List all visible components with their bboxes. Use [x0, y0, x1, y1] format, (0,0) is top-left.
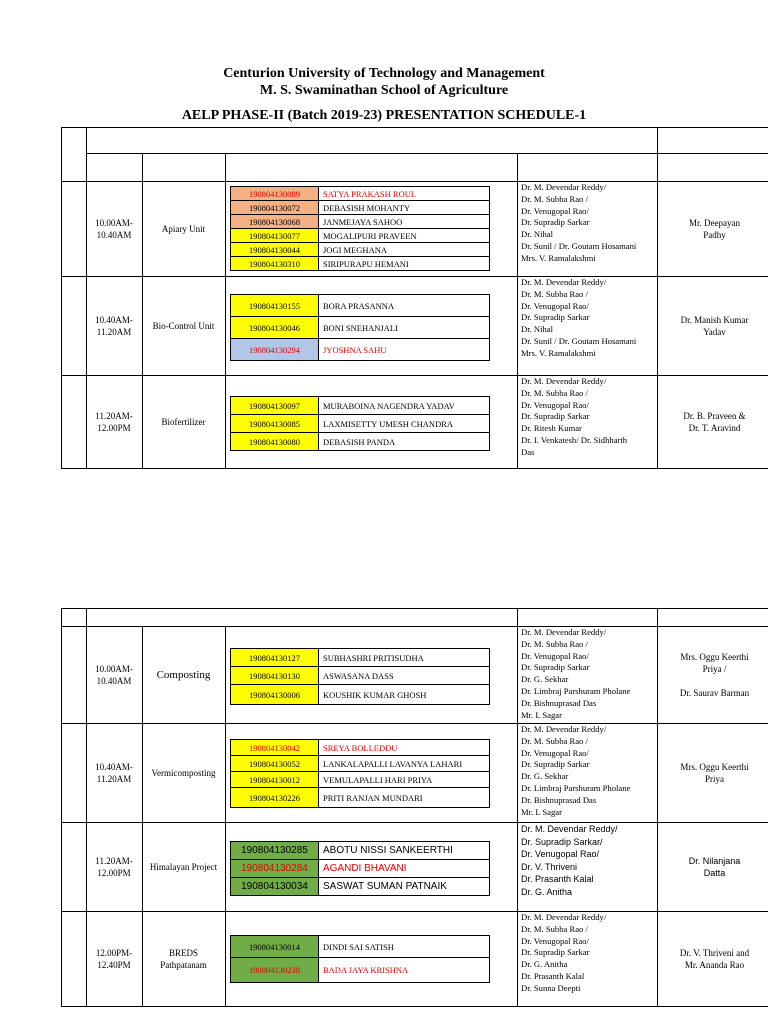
- registration-number: 190804130127: [231, 649, 319, 666]
- external-evaluators: [521, 912, 606, 995]
- evaluator-name: Dr. M. Devendar Reddy/: [521, 912, 607, 922]
- time-slot: 10.40AM- 11.20AM: [95, 314, 133, 337]
- column-header-time: [86, 153, 142, 181]
- guide-name: Dr. Manish Kumar Yadav: [680, 314, 749, 337]
- external-evaluators: [521, 277, 636, 360]
- evaluator-name: Dr. Venugopal Rao/: [521, 935, 589, 946]
- student-row: [231, 740, 489, 756]
- registration-list: [230, 841, 490, 896]
- column-header-sl: [61, 153, 86, 181]
- registration-list: [230, 186, 490, 271]
- evaluator-name: Dr. M. Devendar Reddy/: [521, 277, 607, 287]
- student-row: [231, 215, 489, 229]
- student-row: [231, 339, 489, 361]
- external-evaluators: [521, 376, 627, 459]
- evaluator-name: Dr. G. Sekhar: [521, 771, 569, 782]
- time-slot: 11.20AM- 12.00PM: [95, 855, 133, 878]
- evaluator-name: Dr. Prasanth Kalal: [521, 970, 585, 981]
- time-slot: 10.00AM- 10.40AM: [95, 217, 133, 240]
- student-name: AGANDI BHAVANI: [323, 863, 407, 874]
- unit-name: Apiary Unit: [161, 223, 206, 234]
- student-row: [231, 860, 489, 878]
- registration-number: 190804130072: [231, 201, 319, 214]
- unit-name: Bio-Control Unit: [152, 320, 215, 331]
- student-name: LAXMISETTY UMESH CHANDRA: [323, 418, 454, 429]
- evaluator-name: Dr. Venugopal Rao/: [521, 205, 589, 216]
- evaluator-name: Das: [521, 446, 535, 457]
- evaluator-name: Dr. M. Subba Rao /: [521, 638, 588, 649]
- evaluator-name: Dr. Supradip Sarkar/: [521, 836, 603, 847]
- student-row: [231, 201, 489, 215]
- evaluator-name: Dr. Venugopal Rao/: [521, 399, 589, 410]
- date-heading: [86, 608, 517, 626]
- evaluator-name: Dr. Supradip Sarkar: [521, 411, 590, 422]
- registration-number: 190804130310: [231, 257, 319, 270]
- serial-number: [61, 181, 86, 276]
- student-name: JYOSHNA SAHU: [323, 344, 387, 355]
- grid-vline: [517, 608, 518, 626]
- registration-list: [230, 935, 490, 983]
- evaluator-name: Mr. L Sagar: [521, 709, 562, 720]
- student-name: KOUSHIK KUMAR GHOSH: [323, 689, 427, 700]
- university-name: Centurion University of Technology and Management: [223, 66, 545, 81]
- registration-number: 190804130012: [231, 772, 319, 787]
- registration-number: 190804130089: [231, 187, 319, 200]
- external-evaluators: [521, 724, 630, 818]
- student-row: [231, 936, 489, 958]
- guide-name: Dr. B. Praveen & Dr. T. Aravind: [683, 410, 746, 433]
- unit-name: BREDS Pathpatanam: [160, 947, 207, 970]
- student-name: LANKALAPALLI LAVANYA LAHARI: [323, 758, 463, 769]
- student-row: [231, 397, 489, 415]
- grid-hline: [61, 1006, 768, 1007]
- evaluator-name: Dr. Supradip Sarkar: [521, 662, 590, 673]
- serial-number: [61, 626, 86, 723]
- grid-vline: [225, 153, 226, 469]
- student-row: [231, 415, 489, 433]
- guide-name: Mr. Deepayan Padhy: [689, 217, 740, 240]
- student-name: SATYA PRAKASH ROUL: [323, 188, 417, 199]
- registration-list: [230, 294, 490, 361]
- student-row: [231, 788, 489, 808]
- evaluator-name: Dr. Supradip Sarkar: [521, 947, 590, 958]
- unit-name: Himalayan Project: [149, 861, 218, 872]
- unit-name: Vermicomposting: [151, 767, 216, 778]
- student-row: [231, 229, 489, 243]
- evaluator-name: Dr. M. Devendar Reddy/: [521, 824, 618, 834]
- student-name: MOGALIPURI PRAVEEN: [323, 230, 417, 241]
- serial-number: [61, 723, 86, 822]
- evaluator-name: Dr. Venugopal Rao/: [521, 849, 600, 860]
- grid-vline: [657, 608, 658, 626]
- registration-number: 190804130130: [231, 667, 319, 684]
- evaluator-name: Dr. V. Thriveni: [521, 861, 578, 872]
- registration-number: 190804130052: [231, 756, 319, 771]
- student-name: JOGI MEGHANA: [323, 244, 387, 255]
- column-header-reg: [225, 153, 517, 181]
- student-row: [231, 667, 489, 685]
- student-name: ABOTU NISSI SANKEERTHI: [323, 845, 453, 856]
- evaluator-name: Dr. Nihal: [521, 324, 553, 335]
- guide-name: Dr. V. Thriveni and Mr. Ananda Rao: [679, 947, 750, 970]
- grid-vline: [517, 626, 518, 1007]
- evaluator-name: Dr. Ritesh Kumar: [521, 423, 582, 434]
- serial-number: [61, 276, 86, 375]
- student-row: [231, 756, 489, 772]
- evaluator-name: Dr. M. Devendar Reddy/: [521, 724, 607, 734]
- evaluator-name: Dr. Supradip Sarkar: [521, 312, 590, 323]
- external-evaluators: [521, 627, 630, 721]
- evaluator-name: Mrs. V. Ramalakshmi: [521, 347, 596, 358]
- student-name: MURABOINA NAGENDRA YADAV: [323, 400, 455, 411]
- time-slot: 11.20AM- 12.00PM: [95, 410, 133, 433]
- date-heading: [86, 127, 768, 153]
- time-slot: 10.00AM- 10.40AM: [95, 663, 133, 686]
- guide-name: Mrs. Oggu Keerthi Priya / Dr. Saurav Barman: [679, 651, 750, 698]
- evaluator-name: Dr. Venugopal Rao/: [521, 300, 589, 311]
- student-name: SIRIPURAPU HEMANI: [323, 258, 409, 269]
- student-name: BORA PRASANNA: [323, 300, 395, 311]
- student-name: DINDI SAI SATISH: [323, 941, 394, 952]
- grid-vline: [517, 153, 518, 469]
- evaluator-name: Dr. Sunna Deepti: [521, 982, 581, 993]
- registration-number: 190804130226: [231, 788, 319, 807]
- evaluator-name: Dr. G. Sekhar: [521, 674, 569, 685]
- evaluator-name: Dr. M. Subba Rao /: [521, 735, 588, 746]
- evaluator-name: Dr. Sunil / Dr. Goutam Hosamani: [521, 335, 637, 346]
- schedule-table-2: [61, 608, 768, 1007]
- evaluator-name: Dr. Limbraj Parshuram Pholane: [521, 685, 631, 696]
- evaluator-name: Mrs. V. Ramalakshmi: [521, 252, 596, 263]
- registration-list: [230, 396, 490, 451]
- evaluator-name: Dr. M. Devendar Reddy/: [521, 376, 607, 386]
- student-name: JANMEJAYA SAHOO: [323, 216, 403, 227]
- schedule-title: AELP PHASE-II (Batch 2019-23) PRESENTATION SCHEDULE-1: [181, 108, 587, 123]
- evaluator-name: Dr. M. Devendar Reddy/: [521, 182, 607, 192]
- student-name: BADA JAYA KRISHNA: [323, 965, 409, 975]
- evaluator-name: Dr. Venugopal Rao/: [521, 747, 589, 758]
- registration-number: 190804130080: [231, 433, 319, 450]
- registration-number: 190804130077: [231, 229, 319, 242]
- student-name: ASWASANA DASS: [323, 670, 394, 681]
- time-slot: 10.40AM- 11.20AM: [95, 761, 133, 784]
- column-header-guide: [657, 153, 768, 181]
- student-row: [231, 257, 489, 271]
- evaluator-name: Dr. Bishnuprasad Das: [521, 697, 597, 708]
- evaluator-name: Dr. G. Anitha: [521, 959, 568, 970]
- student-row: [231, 295, 489, 317]
- student-name: DEBASISH PANDA: [323, 436, 396, 447]
- student-name: DEBASISH MOHANTY: [323, 202, 411, 213]
- evaluator-name: Dr. M. Subba Rao /: [521, 387, 588, 398]
- registration-number: 190804130097: [231, 397, 319, 414]
- registration-number: 190804130085: [231, 415, 319, 432]
- grid-hline: [61, 468, 768, 469]
- external-evaluators: [521, 823, 618, 899]
- school-name: M. S. Swaminathan School of Agriculture: [259, 83, 509, 98]
- serial-number: [61, 911, 86, 1006]
- student-row: [231, 685, 489, 705]
- serial-number: [61, 822, 86, 911]
- serial-number: [61, 375, 86, 468]
- evaluator-name: Dr. M. Subba Rao /: [521, 288, 588, 299]
- external-evaluators: [521, 182, 636, 265]
- student-name: VEMULAPALLI HARI PRIYA: [323, 774, 433, 785]
- time-slot: 12.00PM- 12.40PM: [95, 947, 133, 970]
- registration-number: 190804130044: [231, 243, 319, 256]
- student-name: PRITI RANJAN MUNDARI: [323, 792, 423, 803]
- evaluator-name: Dr. Venugopal Rao/: [521, 650, 589, 661]
- student-row: [231, 317, 489, 339]
- student-row: [231, 958, 489, 983]
- registration-number: 190804130068: [231, 215, 319, 228]
- evaluator-name: Dr. Sunil / Dr. Goutam Hosamani: [521, 240, 637, 251]
- student-name: SREYA BOLLEDDU: [323, 742, 398, 753]
- column-header-unit: [142, 153, 225, 181]
- student-name: SASWAT SUMAN PATNAIK: [323, 881, 447, 892]
- guide-name: Mrs. Oggu Keerthi Priya: [680, 761, 749, 784]
- registration-number: 190804130046: [231, 317, 319, 338]
- registration-number: 190804130238: [231, 958, 319, 982]
- student-row: [231, 187, 489, 201]
- evaluator-name: Dr. I. Venkatesh/ Dr. Sidhharth: [521, 434, 628, 445]
- evaluator-name: Dr. M. Subba Rao /: [521, 193, 588, 204]
- registration-number: 190804130285: [231, 842, 319, 859]
- student-name: BONI SNEHANJALI: [323, 322, 398, 333]
- registration-number: 190804130155: [231, 295, 319, 316]
- evaluator-name: Dr. Nihal: [521, 229, 553, 240]
- evaluator-name: Mr. L Sagar: [521, 806, 562, 817]
- registration-list: [230, 648, 490, 705]
- column-header-external: [517, 153, 657, 181]
- registration-number: 190804130284: [231, 860, 319, 877]
- schedule-table-1: [61, 127, 768, 469]
- grid-vline: [225, 626, 226, 1007]
- student-name: SUBHASHRI PRITISUDHA: [323, 652, 424, 663]
- student-row: [231, 878, 489, 896]
- student-row: [231, 772, 489, 788]
- evaluator-name: Dr. M. Subba Rao /: [521, 923, 588, 934]
- evaluator-name: Dr. Prasanth Kalal: [521, 874, 594, 885]
- guide-name: Dr. Nilanjana Datta: [688, 855, 741, 878]
- student-row: [231, 243, 489, 257]
- evaluator-name: Dr. G. Anitha: [521, 886, 573, 897]
- registration-number: 190804130034: [231, 878, 319, 895]
- evaluator-name: Dr. Bishnuprasad Das: [521, 794, 597, 805]
- student-row: [231, 433, 489, 451]
- registration-number: 190804130294: [231, 339, 319, 360]
- registration-list: [230, 739, 490, 808]
- evaluator-name: Dr. Supradip Sarkar: [521, 759, 590, 770]
- registration-number: 190804130042: [231, 740, 319, 755]
- unit-name: Biofertilizer: [161, 416, 206, 427]
- evaluator-name: Dr. M. Devendar Reddy/: [521, 627, 607, 637]
- unit-name: Composting: [156, 668, 211, 681]
- registration-number: 190804130006: [231, 685, 319, 704]
- student-row: [231, 649, 489, 667]
- evaluator-name: Dr. Limbraj Parshuram Pholane: [521, 782, 631, 793]
- evaluator-name: Dr. Supradip Sarkar: [521, 217, 590, 228]
- registration-number: 190804130014: [231, 936, 319, 957]
- student-row: [231, 842, 489, 860]
